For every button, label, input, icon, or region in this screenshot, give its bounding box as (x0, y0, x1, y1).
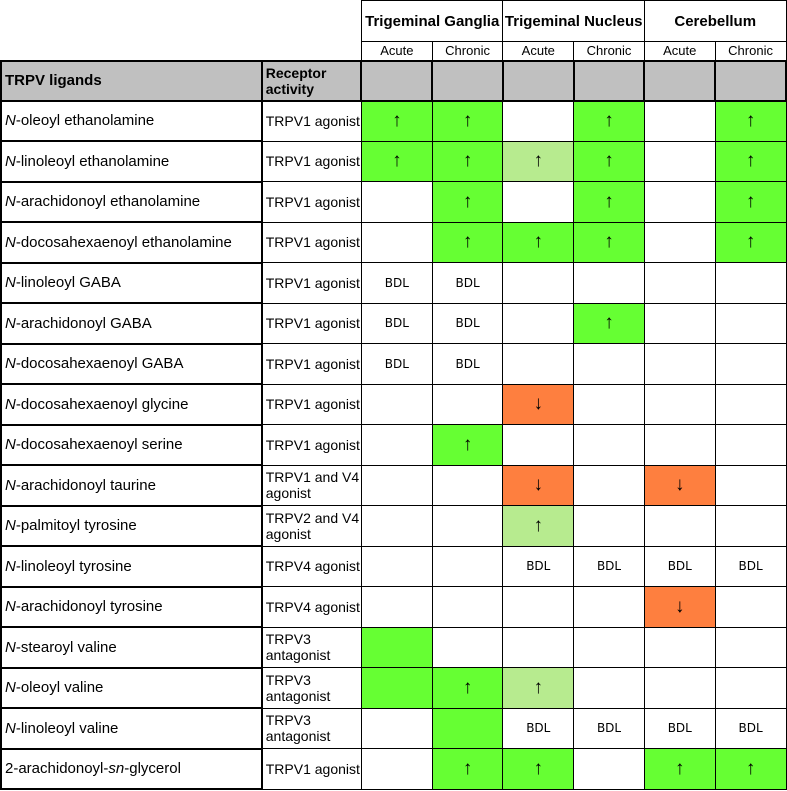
table-row (1, 303, 786, 344)
value-cell (503, 101, 574, 142)
header-gray-cell (715, 61, 786, 101)
bdl-cell: BDL (644, 546, 715, 587)
up-arrow-cell: ↑ (574, 101, 645, 142)
ligand-prefix: N (5, 193, 16, 211)
value-cell (361, 668, 432, 709)
receptor-activity: TRPV1 agonist (262, 101, 362, 142)
corner-blank-2 (1, 42, 361, 61)
ligand-name (1, 627, 262, 668)
table-row (1, 506, 786, 547)
value-cell (574, 668, 645, 709)
table-row (1, 344, 786, 385)
value-cell (361, 708, 432, 749)
down-arrow-cell: ↓ (503, 465, 574, 506)
value-cell (361, 546, 432, 587)
ligand-name (1, 303, 262, 344)
ligand-name (1, 222, 262, 263)
value-cell (361, 384, 432, 425)
value-cell (503, 303, 574, 344)
ligand-prefix: N (5, 314, 16, 332)
column-header-ligands: TRPV ligands (1, 61, 262, 101)
value-cell (503, 263, 574, 304)
receptor-activity: TRPV4 agonist (262, 587, 362, 628)
ligand-prefix: N (5, 112, 16, 130)
up-arrow-cell: ↑ (432, 425, 503, 466)
bdl-cell: BDL (361, 303, 432, 344)
ligand-name-text: -oleoyl ethanolamine (15, 112, 155, 130)
bdl-cell: BDL (715, 546, 786, 587)
receptor-activity: TRPV1 agonist (262, 141, 362, 182)
value-cell (644, 384, 715, 425)
table-row (1, 222, 786, 263)
ligand-name-text: -docosahexaenoyl serine (15, 436, 183, 454)
ligand-prefix: N (5, 476, 16, 494)
condition-header: Chronic (715, 42, 786, 61)
value-cell (715, 506, 786, 547)
ligand-name (1, 182, 262, 223)
ligand-name (1, 263, 262, 304)
ligand-name-text: -oleoyl valine (15, 679, 104, 697)
value-cell (574, 263, 645, 304)
up-arrow-cell: ↑ (361, 141, 432, 182)
ligand-name (1, 506, 262, 547)
up-arrow-cell: ↑ (503, 222, 574, 263)
down-arrow-cell: ↓ (503, 384, 574, 425)
bdl-cell: BDL (503, 708, 574, 749)
value-cell (715, 465, 786, 506)
ligand-name (1, 141, 262, 182)
value-cell (361, 182, 432, 223)
bdl-cell: BDL (715, 708, 786, 749)
value-cell (574, 587, 645, 628)
up-arrow-cell: ↑ (432, 101, 503, 142)
table-row (1, 749, 786, 790)
receptor-activity: TRPV1 agonist (262, 182, 362, 223)
region-header-trigeminal-ganglia: Trigeminal Ganglia (361, 1, 502, 42)
table-row (1, 425, 786, 466)
bdl-cell: BDL (574, 546, 645, 587)
value-cell (574, 627, 645, 668)
table-row (1, 627, 786, 668)
value-cell (503, 425, 574, 466)
ligand-prefix: N (5, 598, 16, 616)
ligand-name-text: -linoleoyl valine (15, 719, 119, 737)
value-cell (644, 263, 715, 304)
value-cell (715, 303, 786, 344)
value-cell (644, 303, 715, 344)
up-arrow-cell: ↑ (432, 141, 503, 182)
ligand-name (1, 344, 262, 385)
ligand-name-text: -arachidonoyl taurine (15, 476, 156, 494)
bdl-cell: BDL (503, 546, 574, 587)
ligand-name-text: -docosahexaenoyl glycine (15, 395, 189, 413)
table-row (1, 182, 786, 223)
up-arrow-cell: ↑ (503, 668, 574, 709)
bdl-cell: BDL (644, 708, 715, 749)
value-cell (644, 222, 715, 263)
value-cell (715, 587, 786, 628)
value-cell (715, 344, 786, 385)
bdl-cell: BDL (432, 263, 503, 304)
bdl-cell: BDL (432, 303, 503, 344)
table-row (1, 465, 786, 506)
up-arrow-cell: ↑ (432, 668, 503, 709)
table-row (1, 708, 786, 749)
value-cell (715, 627, 786, 668)
condition-header: Chronic (574, 42, 645, 61)
up-arrow-cell: ↑ (503, 141, 574, 182)
receptor-activity: TRPV1 agonist (262, 263, 362, 304)
ligand-name-text: -arachidonoyl GABA (15, 314, 152, 332)
table-body (1, 101, 786, 790)
receptor-activity: TRPV4 agonist (262, 546, 362, 587)
ligand-name-text: -linoleoyl GABA (15, 274, 121, 292)
receptor-activity: TRPV1 agonist (262, 222, 362, 263)
up-arrow-cell: ↑ (574, 303, 645, 344)
bdl-cell: BDL (361, 263, 432, 304)
up-arrow-cell: ↑ (574, 182, 645, 223)
value-cell (644, 344, 715, 385)
value-cell (361, 587, 432, 628)
ligand-name (1, 708, 262, 749)
ligand-prefix: N (5, 355, 16, 373)
value-cell (361, 222, 432, 263)
value-cell (432, 587, 503, 628)
condition-header: Chronic (432, 42, 503, 61)
condition-header: Acute (503, 42, 574, 61)
value-cell (644, 182, 715, 223)
ligand-name (1, 587, 262, 628)
table-row (1, 668, 786, 709)
value-cell (574, 465, 645, 506)
up-arrow-cell: ↑ (574, 141, 645, 182)
receptor-activity: TRPV1 agonist (262, 749, 362, 790)
ligand-name-text: -stearoyl valine (15, 638, 117, 656)
value-cell (503, 627, 574, 668)
ligand-name-text: -linoleoyl ethanolamine (15, 152, 170, 170)
ligand-prefix: N (5, 436, 16, 454)
up-arrow-cell: ↑ (432, 749, 503, 790)
ligand-prefix: N (5, 517, 16, 535)
header-gray-cell (432, 61, 503, 101)
receptor-activity: TRPV1 agonist (262, 384, 362, 425)
receptor-activity: TRPV3 antagonist (262, 668, 362, 709)
ligand-prefix: N (5, 719, 16, 737)
ligand-name (1, 425, 262, 466)
value-cell (432, 627, 503, 668)
up-arrow-cell: ↑ (432, 182, 503, 223)
value-cell (715, 425, 786, 466)
value-cell (644, 506, 715, 547)
value-cell (574, 344, 645, 385)
receptor-activity: TRPV2 and V4 agonist (262, 506, 362, 547)
receptor-activity: TRPV3 antagonist (262, 627, 362, 668)
ligand-prefix: N (5, 638, 16, 656)
down-arrow-cell: ↓ (644, 587, 715, 628)
up-arrow-cell: ↑ (715, 182, 786, 223)
table-row (1, 384, 786, 425)
ligand-name-text: -docosahexaenoyl GABA (15, 355, 184, 373)
value-cell (361, 465, 432, 506)
ligand-prefix: N (5, 679, 16, 697)
table-row (1, 263, 786, 304)
header-gray-cell (574, 61, 645, 101)
value-cell (503, 344, 574, 385)
table-row (1, 587, 786, 628)
condition-header: Acute (644, 42, 715, 61)
bdl-cell: BDL (432, 344, 503, 385)
receptor-activity: TRPV1 agonist (262, 303, 362, 344)
ligand-prefix: N (5, 395, 16, 413)
up-arrow-cell: ↑ (715, 101, 786, 142)
up-arrow-cell: ↑ (574, 222, 645, 263)
value-cell (644, 627, 715, 668)
value-cell (574, 425, 645, 466)
ligand-name-text: -palmitoyl tyrosine (15, 517, 137, 535)
bdl-cell: BDL (574, 708, 645, 749)
up-arrow-cell: ↑ (503, 506, 574, 547)
ligand-name (1, 465, 262, 506)
value-cell (644, 141, 715, 182)
ligand-name-text: -docosahexaenoyl ethanolamine (15, 233, 232, 251)
header-gray-cell (361, 61, 432, 101)
table-row (1, 141, 786, 182)
ligand-name-text: -linoleoyl tyrosine (15, 557, 132, 575)
region-header-trigeminal-nucleus: Trigeminal Nucleus (503, 1, 644, 42)
corner-blank (1, 1, 361, 42)
value-cell (432, 708, 503, 749)
bdl-cell: BDL (361, 344, 432, 385)
header-gray-cell (503, 61, 574, 101)
value-cell (432, 546, 503, 587)
ligand-name-text: -arachidonoyl ethanolamine (15, 193, 201, 211)
ligand-name (1, 384, 262, 425)
value-cell (361, 749, 432, 790)
header-gray-cell (644, 61, 715, 101)
value-cell (574, 384, 645, 425)
value-cell (715, 263, 786, 304)
receptor-activity: TRPV1 agonist (262, 344, 362, 385)
value-cell (503, 587, 574, 628)
ligand-name-text: 2-arachidonoyl-sn-glycerol (5, 760, 181, 778)
ligand-name-text: -arachidonoyl tyrosine (15, 598, 163, 616)
up-arrow-cell: ↑ (715, 749, 786, 790)
value-cell (574, 749, 645, 790)
ligand-name (1, 749, 262, 790)
value-cell (361, 506, 432, 547)
ligand-name (1, 668, 262, 709)
value-cell (715, 384, 786, 425)
value-cell (644, 425, 715, 466)
up-arrow-cell: ↑ (644, 749, 715, 790)
up-arrow-cell: ↑ (715, 141, 786, 182)
value-cell (432, 465, 503, 506)
ligand-prefix: N (5, 152, 16, 170)
ligand-name (1, 101, 262, 142)
table-row (1, 101, 786, 142)
ligand-name (1, 546, 262, 587)
region-header-cerebellum: Cerebellum (644, 1, 786, 42)
column-header-activity: Receptor activity (262, 61, 362, 101)
value-cell (715, 668, 786, 709)
value-cell (432, 506, 503, 547)
up-arrow-cell: ↑ (715, 222, 786, 263)
table-row (1, 546, 786, 587)
ligand-prefix: N (5, 557, 16, 575)
value-cell (574, 506, 645, 547)
value-cell (503, 182, 574, 223)
up-arrow-cell: ↑ (361, 101, 432, 142)
receptor-activity: TRPV1 agonist (262, 425, 362, 466)
value-cell (644, 101, 715, 142)
up-arrow-cell: ↑ (432, 222, 503, 263)
condition-header: Acute (361, 42, 432, 61)
receptor-activity: TRPV3 antagonist (262, 708, 362, 749)
ligand-prefix: N (5, 274, 16, 292)
value-cell (432, 384, 503, 425)
value-cell (644, 668, 715, 709)
value-cell (361, 627, 432, 668)
ligand-prefix: N (5, 233, 16, 251)
up-arrow-cell: ↑ (503, 749, 574, 790)
value-cell (361, 425, 432, 466)
receptor-activity: TRPV1 and V4 agonist (262, 465, 362, 506)
down-arrow-cell: ↓ (644, 465, 715, 506)
